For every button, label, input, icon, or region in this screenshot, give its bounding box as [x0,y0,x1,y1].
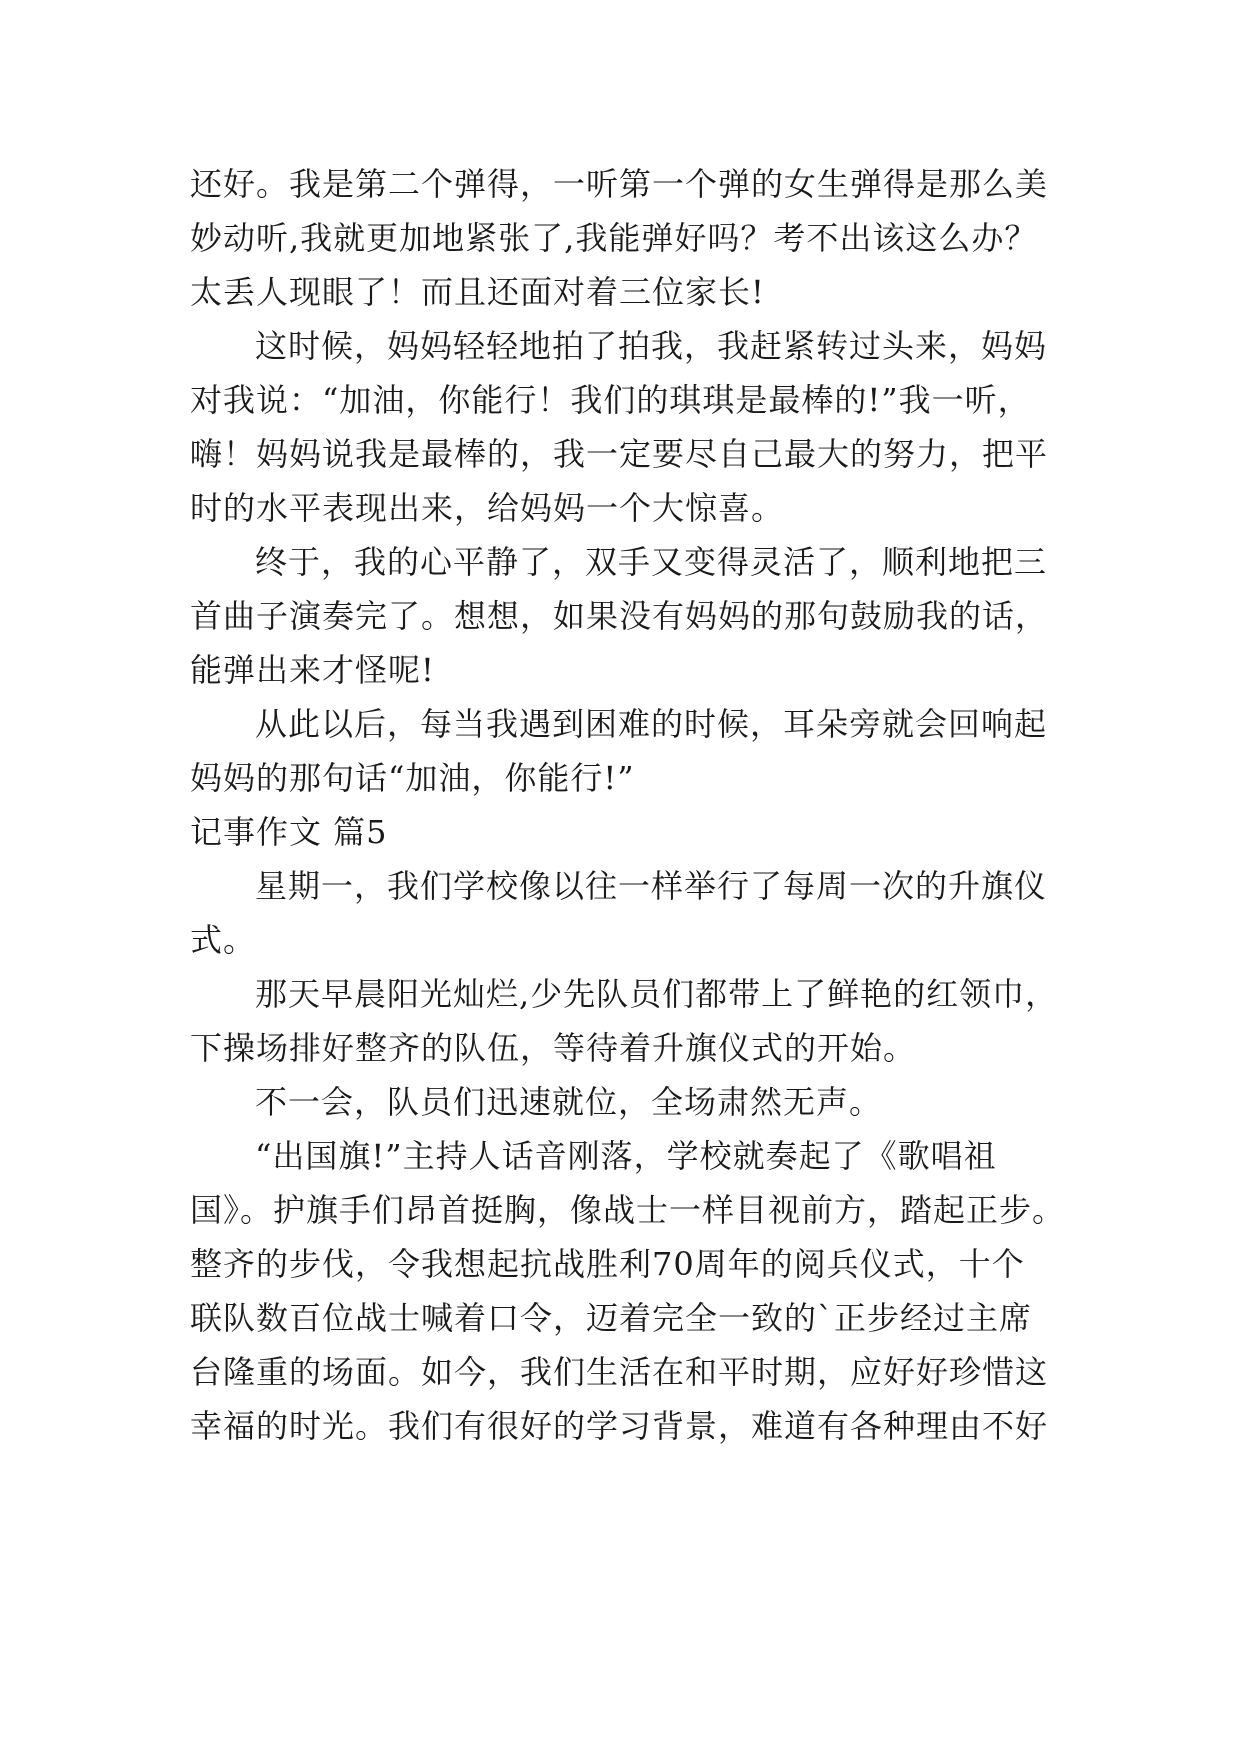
text-line: 联队数百位战士喊着口令，迈着完全一致的`正步经过主席 [190,1299,1033,1337]
text-line: 还好。我是第二个弹得，一听第一个弹的女生弹得是那么美 [190,165,1049,203]
text-line: 妙动听,我就更加地紧张了,我能弹好吗？考不出该这么办？ [190,219,1038,257]
document-body [190,157,1066,1453]
text-line: 下操场排好整齐的队伍，等待着升旗仪式的开始。 [190,1029,917,1067]
section-heading: 记事作文 篇5 [190,813,388,851]
text-line: 对我说：“加油，你能行！我们的琪琪是最棒的!”我一听， [190,381,1031,419]
text-line: 式。 [190,921,257,959]
paragraph-start-line: 终于，我的心平静了，双手又变得灵活了，顺利地把三 [255,543,1048,581]
text-line: 国》。护旗手们昂首挺胸，像战士一样目视前方，踏起正步。 [190,1191,1066,1229]
text-line: 妈妈的那句话“加油，你能行!” [190,759,635,797]
text-line: 嗨！妈妈说我是最棒的，我一定要尽自己最大的努力，把平 [190,435,1049,473]
text-line: 整齐的步伐，令我想起抗战胜利70周年的阅兵仪式，十个 [190,1245,1025,1283]
paragraph-start-line: 从此以后，每当我遇到困难的时候，耳朵旁就会回响起 [255,705,1048,743]
text-line: 首曲子演奏完了。想想，如果没有妈妈的那句鼓励我的话， [190,597,1049,635]
paragraph-start-line: 这时候，妈妈轻轻地拍了拍我，我赶紧转过头来，妈妈 [255,327,1048,365]
text-line: 能弹出来才怪呢! [190,651,435,689]
text-line: 太丢人现眼了！而且还面对着三位家长! [190,273,765,311]
text-line: 幸福的时光。我们有很好的学习背景，难道有各种理由不好 [190,1407,1049,1445]
paragraph-start-line: “出国旗!”主持人话音刚落，学校就奏起了《歌唱祖 [255,1137,997,1175]
paragraph-start-line: 那天早晨阳光灿烂,少先队员们都带上了鲜艳的红领巾， [255,975,1059,1013]
paragraph-start-line: 不一会，队员们迅速就位，全场肃然无声。 [255,1083,883,1121]
text-line: 时的水平表现出来，给妈妈一个大惊喜。 [190,489,785,527]
paragraph-start-line: 星期一，我们学校像以往一样举行了每周一次的升旗仪 [255,867,1048,905]
text-line: 台隆重的场面。如今，我们生活在和平时期，应好好珍惜这 [190,1353,1049,1391]
